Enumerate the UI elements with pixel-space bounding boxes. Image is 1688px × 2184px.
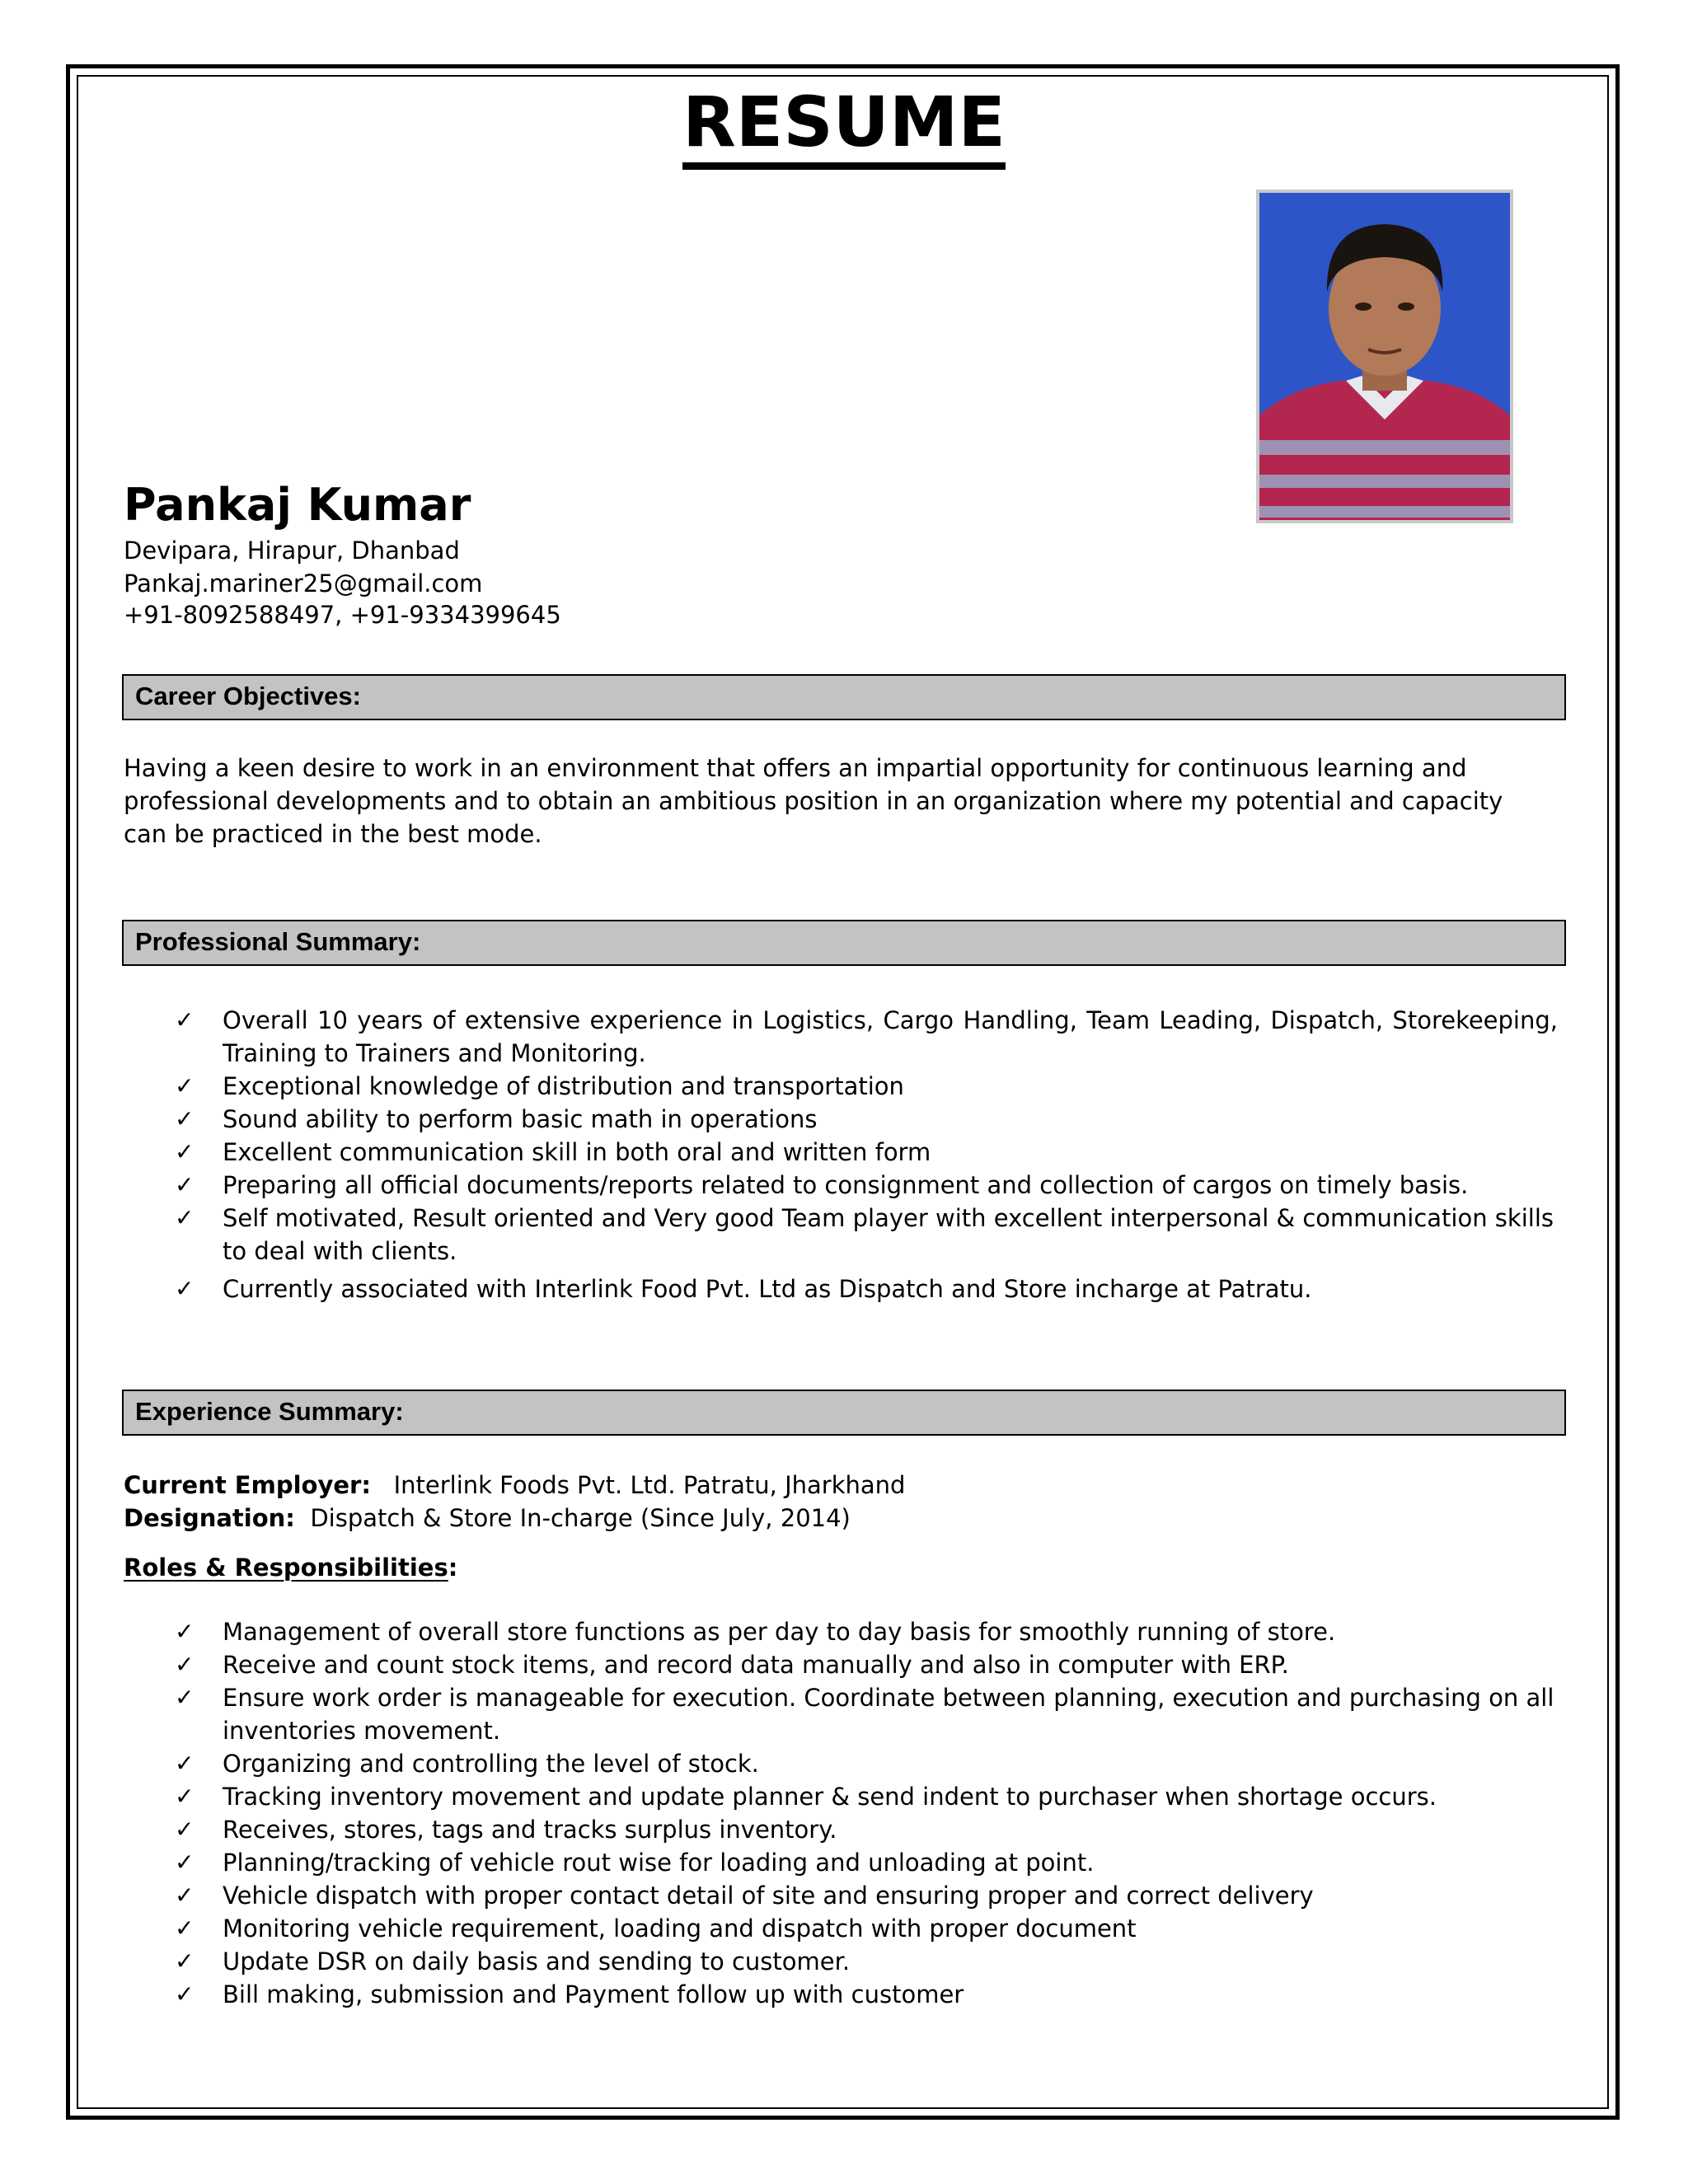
- roles-label: Roles & Responsibilities: [124, 1554, 448, 1582]
- designation-line: [124, 1502, 851, 1535]
- roles-heading: [124, 1551, 457, 1584]
- check-icon: ✓: [175, 1783, 195, 1810]
- check-icon: ✓: [175, 1849, 195, 1876]
- list-item: ✓ Sound ability to perform basic math in operations: [124, 1103, 1558, 1136]
- list-item: ✓ Monitoring vehicle requirement, loading and dispatch with proper document: [124, 1912, 1558, 1945]
- check-icon: ✓: [175, 1618, 195, 1645]
- check-icon: ✓: [175, 1980, 195, 2008]
- list-item: ✓ Bill making, submission and Payment follow up with customer: [124, 1978, 1558, 2011]
- phone-text: +91-8092588497, +91-9334399645: [124, 601, 561, 629]
- check-icon: ✓: [175, 1275, 195, 1302]
- career-objectives-line: can be practiced in the best mode.: [124, 820, 542, 848]
- current-employer-label: Current Employer:: [124, 1471, 371, 1499]
- check-icon: ✓: [175, 1138, 195, 1165]
- check-icon: ✓: [175, 1651, 195, 1678]
- list-item: ✓ Preparing all official documents/reports related to consignment and collection of cargos on timely basis.: [124, 1169, 1558, 1202]
- list-item: ✓ Exceptional knowledge of distribution and transportation: [124, 1070, 1558, 1103]
- list-item: ✓ Vehicle dispatch with proper contact detail of site and ensuring proper and correct delivery: [124, 1879, 1558, 1912]
- designation-value: Dispatch & Store In-charge (Since July, 2014): [310, 1504, 851, 1532]
- check-icon: ✓: [175, 1750, 195, 1777]
- professional-summary-list: [124, 1004, 1558, 1305]
- check-icon: ✓: [175, 1684, 195, 1711]
- roles-colon: :: [448, 1554, 458, 1582]
- designation-label: Designation:: [124, 1504, 295, 1532]
- list-item: ✓ Receive and count stock items, and record data manually and also in computer with ERP.: [124, 1648, 1558, 1681]
- list-item: ✓ Self motivated, Result oriented and Very good Team player with excellent interpersonal & communication skills to deal with clients.: [124, 1202, 1558, 1268]
- career-objectives-text: [124, 752, 1558, 851]
- check-icon: ✓: [175, 1882, 195, 1909]
- list-item: ✓ Currently associated with Interlink Food Pvt. Ltd as Dispatch and Store incharge at Patratu.: [124, 1272, 1558, 1305]
- list-item: ✓ Tracking inventory movement and update planner & send indent to purchaser when shortage occurs.: [124, 1780, 1558, 1813]
- roles-list: [124, 1615, 1558, 2011]
- check-icon: ✓: [175, 1816, 195, 1843]
- candidate-name: Pankaj Kumar: [124, 479, 471, 531]
- list-item: ✓ Receives, stores, tags and tracks surplus inventory.: [124, 1813, 1558, 1846]
- career-objectives-line: Having a keen desire to work in an environment that offers an impartial opportunity for continuous learning and: [124, 754, 1467, 782]
- check-icon: ✓: [175, 1204, 195, 1231]
- list-item: ✓ Excellent communication skill in both oral and written form: [124, 1136, 1558, 1169]
- career-objectives-heading: Career Objectives:: [122, 674, 1566, 720]
- profile-photo: [1256, 190, 1513, 523]
- list-item: ✓ Planning/tracking of vehicle rout wise for loading and unloading at point.: [124, 1846, 1558, 1879]
- list-item: ✓ Update DSR on daily basis and sending to customer.: [124, 1945, 1558, 1978]
- check-icon: ✓: [175, 1105, 195, 1132]
- experience-summary-heading: Experience Summary:: [122, 1390, 1566, 1436]
- check-icon: ✓: [175, 1072, 195, 1099]
- list-item: ✓ Management of overall store functions as per day to day basis for smoothly running of store.: [124, 1615, 1558, 1648]
- check-icon: ✓: [175, 1947, 195, 1975]
- address-text: Devipara, Hirapur, Dhanbad: [124, 537, 460, 565]
- check-icon: ✓: [175, 1006, 195, 1033]
- professional-summary-heading: Professional Summary:: [122, 920, 1566, 966]
- resume-title: RESUME: [0, 81, 1688, 170]
- current-employer-value: Interlink Foods Pvt. Ltd. Patratu, Jharkhand: [393, 1471, 906, 1499]
- career-objectives-line: professional developments and to obtain an ambitious position in an organization where my potential and capacity: [124, 787, 1503, 815]
- list-item: ✓ Organizing and controlling the level of stock.: [124, 1747, 1558, 1780]
- current-employer-line: [124, 1469, 905, 1502]
- email-text: Pankaj.mariner25@gmail.com: [124, 569, 483, 598]
- check-icon: ✓: [175, 1915, 195, 1942]
- check-icon: ✓: [175, 1171, 195, 1198]
- list-item: ✓ Ensure work order is manageable for execution. Coordinate between planning, execution and purchasing on all inventories movement.: [124, 1681, 1558, 1747]
- list-item: ✓ Overall 10 years of extensive experience in Logistics, Cargo Handling, Team Leading, Dispatch, Storekeeping, Training to Trainers and Monitoring.: [124, 1004, 1558, 1070]
